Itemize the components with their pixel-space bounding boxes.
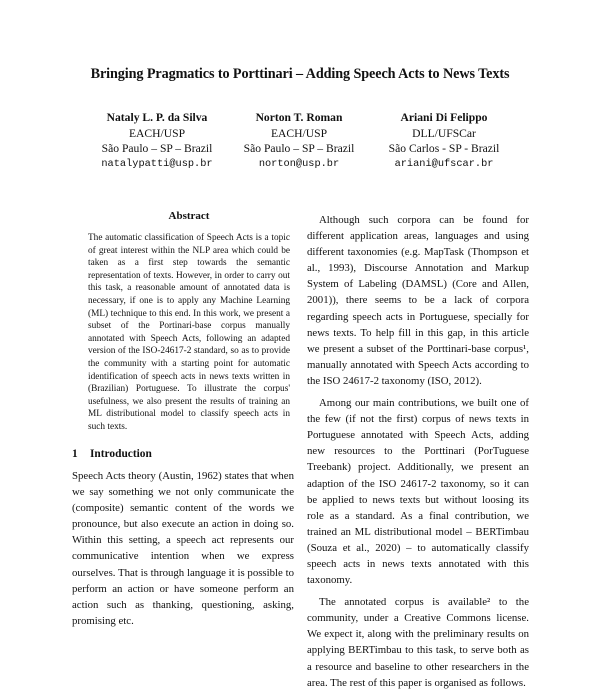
author-location: São Carlos - SP - Brazil xyxy=(388,142,500,156)
author-name: Norton T. Roman xyxy=(255,111,343,124)
author-affiliation: DLL/UFSCar xyxy=(412,126,476,140)
author-email[interactable]: norton@usp.br xyxy=(258,157,340,170)
section-heading xyxy=(72,448,152,460)
paragraph: The annotated corpus is available² to the community, under a Creative Commons license. We expect it, along with the preliminary results on applying BERTimbau to this task, to serve both as a resource and baseline to other researchers in the area. The rest of this paper is organised as follows. xyxy=(307,596,529,689)
introduction-text: Speech Acts theory (Austin, 1962) states that when we say something we not only communicate the (composite) semantic content of the words we pronounce, but also execute an action in doing so. Within this setting, a speech act represents our communicative intention when we express ourselves. That is through language it is possible to perform an action or have someone perform an action such as thanking, questioning, asking, promising etc. xyxy=(72,470,294,627)
author-email[interactable]: natalypatti@usp.br xyxy=(101,157,213,170)
paragraph: Although such corpora can be found for different application areas, languages and using different taxonomies (e.g. MapTask (Thompson et al., 1993), Discourse Annotation and Markup System of Labeling (DAMSL) (Core and Allen, 2001)), there seems to be a lack of corpora regarding speech acts in Portuguese, specially for news texts. To help fill in this gap, in this article we present a subset of the Porttinari-base corpus¹, manually annotated with Speech Acts according to the ISO 24617-2 taxonomy (ISO, 2012). xyxy=(307,214,529,387)
right-column-body xyxy=(307,212,529,697)
introduction-body xyxy=(72,468,294,629)
author-name: Nataly L. P. da Silva xyxy=(106,111,208,124)
abstract-body xyxy=(88,232,290,434)
author-name: Ariani Di Felippo xyxy=(400,111,488,124)
author-block xyxy=(359,110,529,172)
abstract-text: The automatic classification of Speech Acts is a topic of great interest within the NLP area which could be taken as a first step towards the semantic representation of texts. However, in order to carry out this task, a reasonable amount of annotated data is necessary, if one is to apply any Machine Learning (ML) technique to this end. In this work, we present a subset of the Portinari-base corpus manually annotated with Speech Acts, following an adapted version of the ISO-24617-2 standard, so as to provide the community with a starting point for automatic identification of speech acts in news texts written in (Brazilian) Portuguese. To illustrate the corpus' usefulness, we also present the results of training an ML distributional model to classify speech acts in such texts. xyxy=(88,233,290,432)
author-affiliation: EACH/USP xyxy=(128,126,186,140)
author-location: São Paulo – SP – Brazil xyxy=(243,142,355,156)
paper-title: Bringing Pragmatics to Porttinari – Adding Speech Acts to News Texts xyxy=(90,66,510,82)
paragraph: Among our main contributions, we built one of the few (if not the first) corpus of news texts in Portuguese annotated with Speech Acts, adding new resources to the Porttinari (PorTuguese Treebank) project. Additionally, we present an adaption of the ISO 24617-2 taxonomy, so it can be applied to news texts but without loosing its role as a standard. As a final contribution, we trained an ML distributional model – BERTimbau (Souza et al., 2020) – to automatically classify speech acts in news texts annotated with this taxonomy. xyxy=(307,397,529,587)
author-email[interactable]: ariani@ufscar.br xyxy=(394,157,494,170)
section-number: 1 xyxy=(72,448,78,460)
abstract-heading: Abstract xyxy=(168,210,210,222)
section-title: Introduction xyxy=(90,448,152,460)
author-affiliation: EACH/USP xyxy=(270,126,328,140)
author-location: São Paulo – SP – Brazil xyxy=(101,142,213,156)
